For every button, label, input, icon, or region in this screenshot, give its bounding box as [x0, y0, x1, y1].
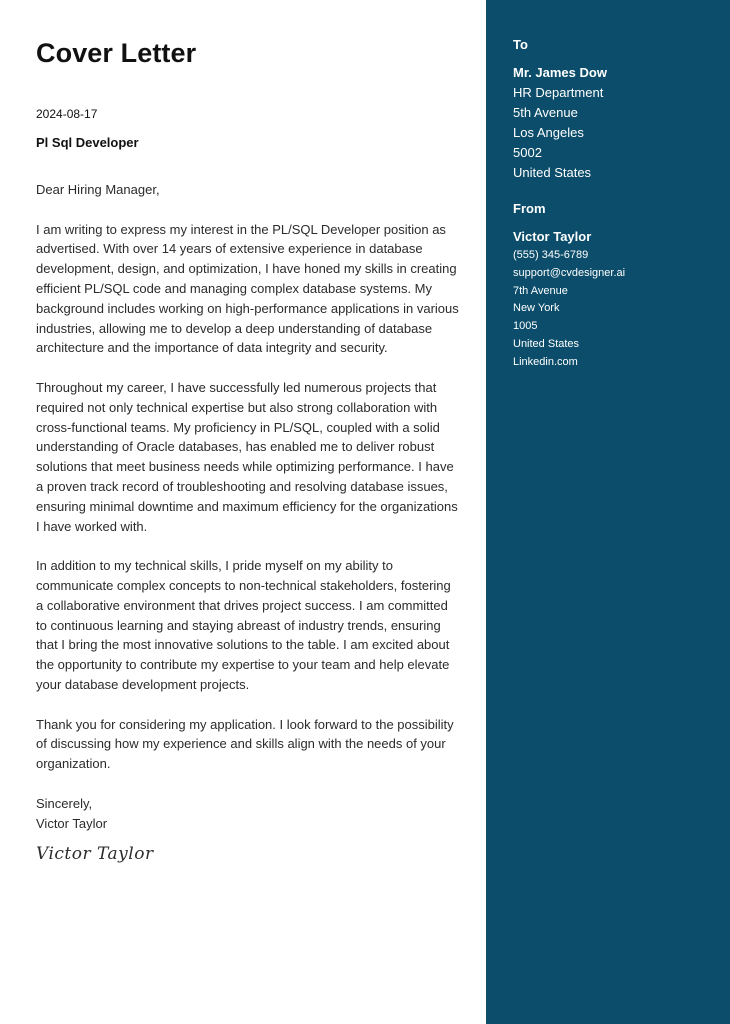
recipient-heading: To	[513, 37, 528, 52]
recipient-street: 5th Avenue	[513, 105, 578, 120]
recipient-name: Mr. James Dow	[513, 65, 607, 80]
sender-section	[513, 201, 723, 372]
sender-phone: (555) 345-6789	[513, 249, 589, 261]
sender-country: United States	[513, 337, 580, 350]
sender-email: support@cvdesigner.ai	[513, 266, 626, 279]
sender-zip: 1005	[513, 320, 538, 333]
recipient-city: Los Angeles	[513, 125, 584, 140]
position-title: Pl Sql Developer	[36, 135, 139, 150]
letter-date: 2024-08-17	[36, 107, 98, 121]
recipient-section	[513, 37, 723, 183]
recipient-country: United States	[513, 165, 592, 180]
paragraph-thanks: Thank you for considering my application. I look forward to the possibility of discussing how my experience and skills align with the needs of your organization.	[36, 716, 454, 772]
recipient-zip: 5002	[513, 145, 542, 160]
recipient-department: HR Department	[513, 85, 604, 100]
sender-linkedin: Linkedin.com	[513, 355, 578, 368]
paragraph-skills: In addition to my technical skills, I pride myself on my ability to communicate complex concepts to non-technical stakeholders, fostering a collaborative environment that drives project success. I am committed to continuous learning and staying abreast of industry trends, ensuring that I bring the most innovative solutions to the table. I am excited about the opportunity to contribute my expertise to your team and help elevate your database development projects.	[36, 558, 451, 692]
contact-sidebar	[486, 0, 730, 1024]
handwritten-signature: Victor Taylor	[36, 844, 154, 865]
sender-heading: From	[513, 201, 546, 216]
closing: Sincerely,	[36, 795, 93, 811]
sender-street: 7th Avenue	[513, 284, 568, 297]
sender-city: New York	[513, 302, 560, 315]
letter-content	[36, 180, 460, 865]
paragraph-experience: Throughout my career, I have successfully led numerous projects that required not only technical expertise but also strong collaboration with cross-functional teams. My proficiency in PL/SQL, coupled with a solid understanding of Oracle databases, has enabled me to deliver robust solutions that meet business needs while optimizing performance. I have a proven track record of troubleshooting and resolving database issues, ensuring minimal downtime and maximum efficiency for the organizations I have worked with.	[36, 379, 458, 534]
salutation: Dear Hiring Manager,	[36, 182, 160, 197]
sender-name: Victor Taylor	[513, 229, 592, 244]
page-title: Cover Letter	[36, 38, 197, 68]
signer-name: Victor Taylor	[36, 815, 108, 831]
paragraph-intro: I am writing to express my interest in the PL/SQL Developer position as advertised. With over 14 years of extensive experience in database development, design, and optimization, I have honed my skills in creating efficient PL/SQL code and managing complex database systems. My background includes working on high-performance applications in various industries, allowing me to develop a deep understanding of database architecture and the importance of data integrity and security.	[36, 221, 459, 356]
